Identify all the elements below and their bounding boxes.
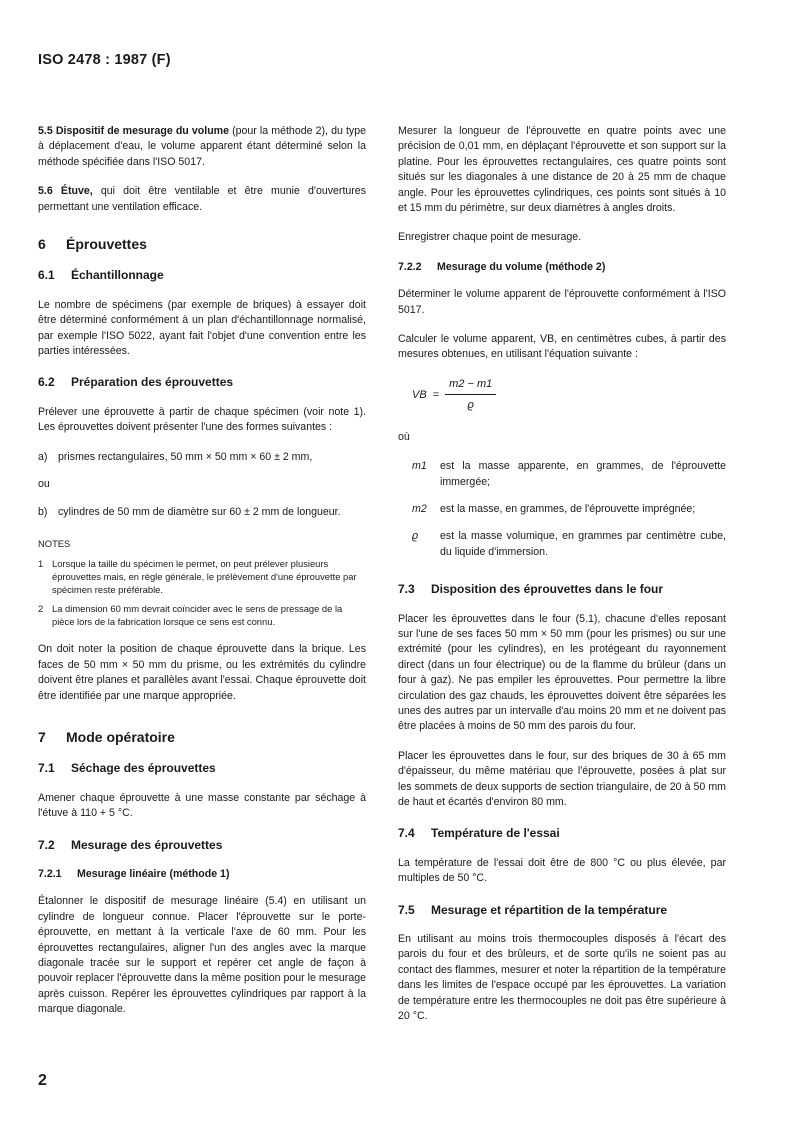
section-7-5-heading: 7.5 Mesurage et répartition de la température [398, 902, 668, 917]
section-6-heading: 6 Éprouvettes [38, 236, 147, 253]
section-7-2-2-calc: Calculer le volume apparent, VB, en centimètres cubes, à partir des mesures obtenues, en utilisant l'équation suivante : [398, 333, 726, 361]
page-number: 2 [38, 1072, 47, 1089]
note-1: 1 Lorsque la taille du spécimen le permet, on peut prélever plusieurs éprouvettes mais, en règle générale, le prélèvement d'une éprouvette par spécimen reste préférable. [38, 558, 357, 596]
symbol-m2: m2 est la masse, en grammes, de l'éprouvette imprégnée; [412, 502, 696, 515]
section-7-3-heading: 7.3 Disposition des éprouvettes dans le four [398, 582, 664, 597]
formula-lhs: VB [412, 388, 427, 401]
notes-title: NOTES [38, 537, 71, 549]
symbol-rho: ϱ est la masse volumique, en grammes par centimètre cube, du liquide d'immersion. [412, 530, 726, 558]
clause-title: Étuve, [60, 185, 93, 198]
section-7-4-text: La température de l'essai doit être de 800 °C ou plus élevée, par multiples de 50 °C. [398, 856, 726, 885]
section-6-1-heading: 6.1 Échantillonnage [38, 268, 164, 283]
section-7-heading: 7 Mode opératoire [38, 728, 175, 745]
clause-number: 5.5 [38, 125, 53, 137]
formula-fraction [445, 377, 496, 414]
right-column [398, 124, 726, 1038]
symbol-m1: m1 est la masse apparente, en grammes, de l'éprouvette immergée; [412, 460, 726, 488]
list-item-b: b) cylindres de 50 mm de diamètre sur 60 ± 2 mm de longueur. [38, 505, 341, 518]
section-7-2-1-heading: 7.2.1 Mesurage linéaire (méthode 1) [38, 867, 230, 880]
section-6-2-heading: 6.2 Préparation des éprouvettes [38, 375, 234, 390]
section-7-1-text: Amener chaque éprouvette à une masse constante par séchage à l'étuve à 110 + 5 °C. [38, 791, 366, 820]
section-7-1-heading: 7.1 Séchage des éprouvettes [38, 761, 216, 776]
document-header: ISO 2478 : 1987 (F) [38, 52, 171, 68]
formula-equals: = [432, 388, 440, 401]
clause-text: qui doit être ventilable et être munie d'ouvertures permettant une ventilation efficace. [38, 185, 366, 213]
list-item-a: a) prismes rectangulaires, 50 mm × 50 mm × 60 ± 2 mm, [38, 450, 313, 463]
note-2: 2 La dimension 60 mm devrait coïncider avec le sens de pressage de la pièce lors de la fabrication lorsque ce sens est connu. [38, 603, 343, 628]
clause-number: 5.6 [38, 185, 53, 198]
left-column [38, 124, 366, 1032]
section-6-2-text-2: On doit noter la position de chaque éprouvette dans la brique. Les faces de 50 mm × 50 mm du prisme, ou les extrémités du cylindre doivent être planes et parallèles avant l'essai. Chaque éprouvette doit être identifiée par une marque appropriée. [38, 643, 366, 702]
clause-5-6 [38, 184, 366, 215]
section-7-3-text-1: Placer les éprouvettes dans le four (5.1), chacune d'elles reposant sur l'une de ses faces 50 mm × 50 mm (pour les prismes) ou sur une extrémité (pour les cylindres), en les protégeant du rayonnement direct (dans un four électrique) ou de la flamme du brûleur (dans un four à gaz). Ne pas empiler les éprouvettes. Pour permettre la libre circulation des gaz chauds, les éprouvettes doivent être séparées les unes des autres par un intervalle d'au moins 20 mm et ne doivent pas être placées à moins de 50 mm des parois du four. [398, 612, 726, 733]
section-6-2-text: Prélever une éprouvette à partir de chaque spécimen (voir note 1). Les éprouvettes doivent présenter l'une des formes suivantes : [38, 405, 366, 434]
clause-text: (pour la méthode 2), du type à déplacement d'eau, le volume apparent étant déterminé selon la méthode spécifiée dans l'ISO 5017. [38, 125, 366, 168]
measure-paragraph: Mesurer la longueur de l'éprouvette en quatre points avec une précision de 0,01 mm, en déplaçant l'éprouvette et son support sur la platine. Pour les éprouvettes rectangulaires, ces quatre points sont situés sur les diagonales à une distance de 20 à 25 mm de chaque angle. Pour les éprouvettes cylindriques, ces points sont situés à 10 et 15 mm du périmètre, sur deux diamètres à angles droits. [398, 125, 726, 215]
record-paragraph: Enregistrer chaque point de mesurage. [398, 231, 582, 244]
section-6-1-text: Le nombre de spécimens (par exemple de briques) à essayer doit être déterminé conformément à un plan d'échantillonnage normalisé, par exemple l'ISO 5022, ayant fait l'objet d'une convention entre les parties intéressées. [38, 298, 366, 358]
formula-numerator: m2 − m1 [445, 377, 496, 395]
ou-text: ou [38, 478, 50, 491]
clause-title: Dispositif de mesurage du volume [55, 125, 229, 137]
section-7-4-heading: 7.4 Température de l'essai [398, 826, 560, 841]
formula-denominator: ϱ [467, 399, 474, 412]
section-7-2-2-text: Déterminer le volume apparent de l'éprouvette conformément à l'ISO 5017. [398, 288, 726, 316]
volume-formula [412, 377, 726, 414]
section-7-2-1-text: Étalonner le dispositif de mesurage linéaire (5.4) en utilisant un cylindre de longueur connue. Placer l'éprouvette sur le porte-éprouvette, en mettant à la verticale l'axe de 60 mm. Pour les éprouvettes rectangulaires, aligner l'un des angles avec la marque diagonale tracée sur le support et repérer cet angle de façon à pouvoir replacer l'éprouvette dans la même position pour le mesurage après cuisson. Repérer les éprouvettes cylindriques par rapport à la marque diagonale. [38, 895, 366, 1016]
section-7-3-text-2: Placer les éprouvettes dans le four, sur des briques de 30 à 65 mm d'épaisseur, du même matériau que l'éprouvette, posées à plat sur les sommets de deux supports de section triangulaire, de 20 à 50 mm de haut et écartés d'environ 80 mm. [398, 749, 726, 808]
section-7-2-heading: 7.2 Mesurage des éprouvettes [38, 837, 223, 852]
section-7-5-text: En utilisant au moins trois thermocouples disposés à l'écart des parois du four et des brûleurs, et de sorte qu'ils ne soient pas au contact des flammes, mesurer et noter la répartition de la température dans les limites de l'espace occupé par les éprouvettes. La variation de température entre les thermocouples ne doit pas être supérieure à 20 °C. [398, 933, 726, 1023]
clause-5-5 [38, 124, 366, 170]
section-7-2-2-heading: 7.2.2 Mesurage du volume (méthode 2) [398, 260, 606, 273]
where-text: où [398, 430, 410, 443]
